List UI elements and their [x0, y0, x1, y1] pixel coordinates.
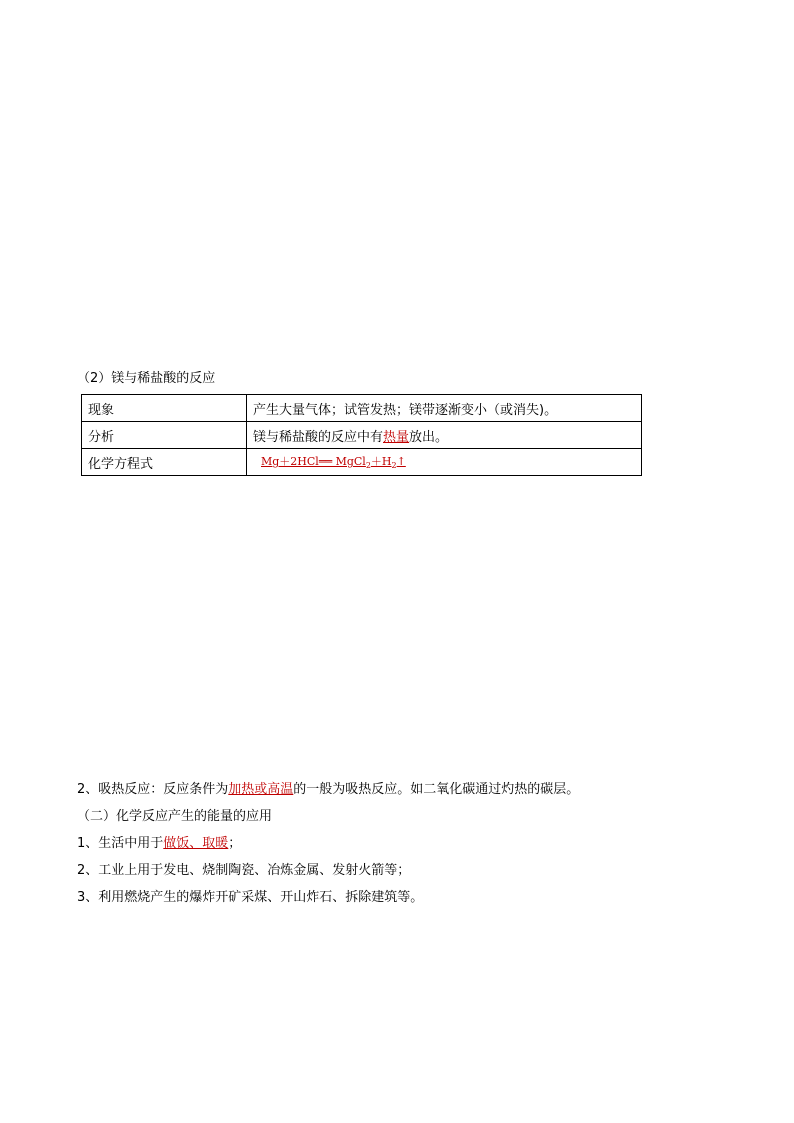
section-heading: （2）镁与稀盐酸的反应 [77, 371, 216, 386]
chemical-equation [247, 449, 642, 476]
fill-in-answer: 热量 [383, 429, 410, 445]
gas-arrow-icon: ↑ [396, 455, 406, 469]
section-heading: （二）化学反应产生的能量的应用 [77, 809, 273, 824]
subscript: 2 [365, 461, 371, 471]
value-text: 镁与稀盐酸的反应中有 [253, 429, 384, 445]
list-item [77, 835, 241, 853]
paragraph-text: 2、吸热反应：反应条件为 [77, 782, 229, 797]
list-item: 2、工业上用于发电、烧制陶瓷、冶炼金属、发射火箭等； [77, 863, 411, 878]
row-value: 产生大量气体；试管发热；镁带逐渐变小（或消失)。 [247, 395, 642, 422]
paragraph-endothermic [77, 781, 579, 799]
row-label: 化学方程式 [82, 449, 247, 476]
item-text: ； [228, 836, 242, 851]
paragraph-text: 的一般为吸热反应。如二氧化碳通过灼热的碳层。 [293, 782, 580, 797]
row-label: 现象 [82, 395, 247, 422]
row-label: 分析 [82, 422, 247, 449]
table-row [82, 395, 642, 422]
equation-part: Mg＋2HCl══ MgCl [261, 455, 366, 469]
item-text: 1、生活中用于 [77, 836, 164, 851]
reaction-table [81, 394, 642, 476]
fill-in-answer: 做饭、取暖 [163, 836, 229, 851]
fill-in-answer: 加热或高温 [228, 782, 294, 797]
table-row [82, 449, 642, 476]
value-text: 放出。 [409, 429, 449, 445]
list-item: 3、利用燃烧产生的爆炸开矿采煤、开山炸石、拆除建筑等。 [77, 890, 424, 905]
table-row [82, 422, 642, 449]
row-value [247, 422, 642, 449]
subscript: 2 [391, 461, 397, 471]
equation-part: ＋H [370, 455, 392, 469]
